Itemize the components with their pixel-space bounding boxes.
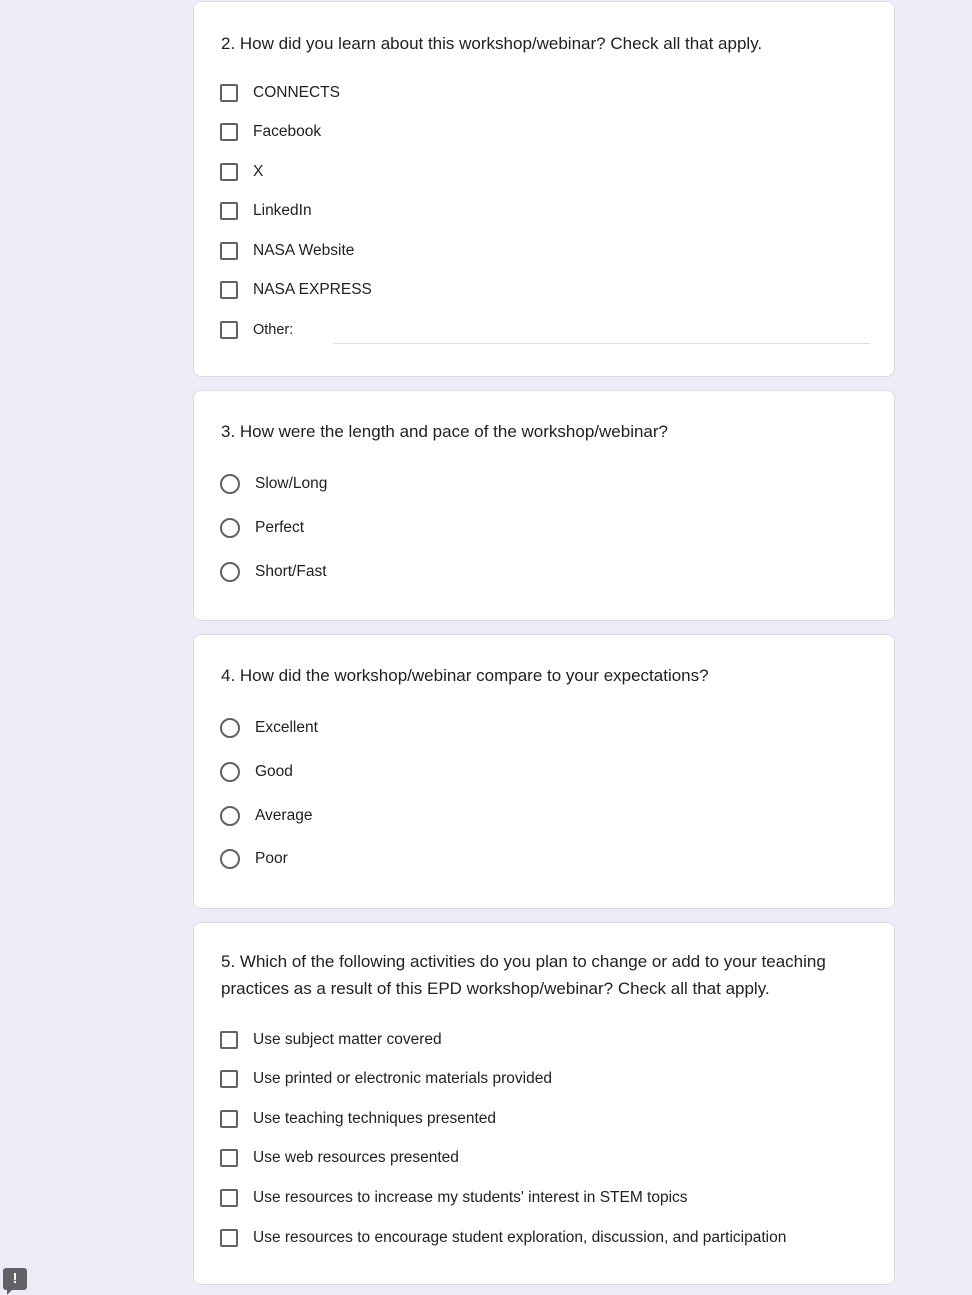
option-label: Excellent bbox=[255, 719, 318, 736]
option-label: Slow/Long bbox=[255, 475, 328, 492]
other-text-input[interactable] bbox=[333, 319, 870, 344]
question-card-5 bbox=[193, 922, 895, 1285]
option-label: X bbox=[253, 163, 264, 180]
question-card-4 bbox=[193, 634, 895, 909]
checkbox-option-x[interactable] bbox=[220, 160, 263, 184]
checkbox[interactable] bbox=[220, 281, 238, 299]
option-label: CONNECTS bbox=[253, 84, 340, 101]
radio-option-perfect[interactable] bbox=[220, 516, 304, 540]
checkbox[interactable] bbox=[220, 1110, 238, 1128]
radio-option-slow-long[interactable] bbox=[220, 472, 327, 496]
checkbox-option-web-resources[interactable] bbox=[220, 1146, 459, 1170]
question-card-3 bbox=[193, 390, 895, 621]
radio-button[interactable] bbox=[220, 762, 240, 782]
option-label: Average bbox=[255, 807, 313, 824]
question-card-2 bbox=[193, 1, 895, 377]
checkbox[interactable] bbox=[220, 321, 238, 339]
option-label: Facebook bbox=[253, 123, 322, 140]
option-label: LinkedIn bbox=[253, 202, 312, 219]
radio-option-average[interactable] bbox=[220, 804, 312, 828]
other-label: Other: bbox=[253, 322, 294, 338]
checkbox-option-materials[interactable] bbox=[220, 1067, 552, 1091]
checkbox[interactable] bbox=[220, 1070, 238, 1088]
option-label: NASA Website bbox=[253, 242, 355, 259]
radio-button[interactable] bbox=[220, 518, 240, 538]
option-label: Use web resources presented bbox=[253, 1149, 459, 1166]
checkbox[interactable] bbox=[220, 1189, 238, 1207]
question-title: 3. How were the length and pace of the workshop/webinar? bbox=[221, 422, 668, 441]
checkbox-option-teaching-techniques[interactable] bbox=[220, 1107, 496, 1131]
checkbox-option-stem-interest[interactable] bbox=[220, 1186, 688, 1210]
radio-button[interactable] bbox=[220, 806, 240, 826]
radio-button[interactable] bbox=[220, 562, 240, 582]
checkbox[interactable] bbox=[220, 1229, 238, 1247]
option-label: Perfect bbox=[255, 519, 305, 536]
checkbox-option-student-exploration[interactable] bbox=[220, 1226, 786, 1250]
radio-button[interactable] bbox=[220, 849, 240, 869]
option-label: Use teaching techniques presented bbox=[253, 1110, 496, 1127]
question-title: 2. How did you learn about this workshop/webinar? Check all that apply. bbox=[221, 34, 763, 53]
checkbox-option-other[interactable] bbox=[220, 318, 293, 342]
option-label: NASA EXPRESS bbox=[253, 281, 372, 298]
question-title: 4. How did the workshop/webinar compare to your expectations? bbox=[221, 666, 709, 685]
radio-option-poor[interactable] bbox=[220, 847, 288, 871]
option-label: Poor bbox=[255, 850, 288, 867]
checkbox-option-facebook[interactable] bbox=[220, 120, 321, 144]
option-label: Use printed or electronic materials provided bbox=[253, 1070, 552, 1087]
option-label: Use resources to increase my students' interest in STEM topics bbox=[253, 1189, 688, 1206]
feedback-exclamation-icon[interactable]: ! bbox=[3, 1268, 27, 1290]
checkbox-option-linkedin[interactable] bbox=[220, 199, 312, 223]
option-label: Short/Fast bbox=[255, 563, 327, 580]
checkbox[interactable] bbox=[220, 163, 238, 181]
checkbox-option-nasa-express[interactable] bbox=[220, 278, 372, 302]
radio-option-excellent[interactable] bbox=[220, 716, 318, 740]
checkbox-option-subject-matter[interactable] bbox=[220, 1028, 442, 1052]
radio-option-good[interactable] bbox=[220, 760, 293, 784]
option-label: Use resources to encourage student exploration, discussion, and participation bbox=[253, 1229, 787, 1246]
radio-option-short-fast[interactable] bbox=[220, 560, 327, 584]
checkbox-option-connects[interactable] bbox=[220, 81, 340, 105]
checkbox[interactable] bbox=[220, 1149, 238, 1167]
checkbox[interactable] bbox=[220, 202, 238, 220]
radio-button[interactable] bbox=[220, 718, 240, 738]
checkbox[interactable] bbox=[220, 242, 238, 260]
option-label: Good bbox=[255, 763, 293, 780]
question-title: 5. Which of the following activities do you plan to change or add to your teaching practices as a result of this EPD workshop/webinar? Check all that apply. bbox=[221, 952, 826, 998]
checkbox[interactable] bbox=[220, 84, 238, 102]
radio-button[interactable] bbox=[220, 474, 240, 494]
checkbox-option-nasa-website[interactable] bbox=[220, 239, 354, 263]
checkbox[interactable] bbox=[220, 123, 238, 141]
option-label: Use subject matter covered bbox=[253, 1031, 442, 1048]
checkbox[interactable] bbox=[220, 1031, 238, 1049]
